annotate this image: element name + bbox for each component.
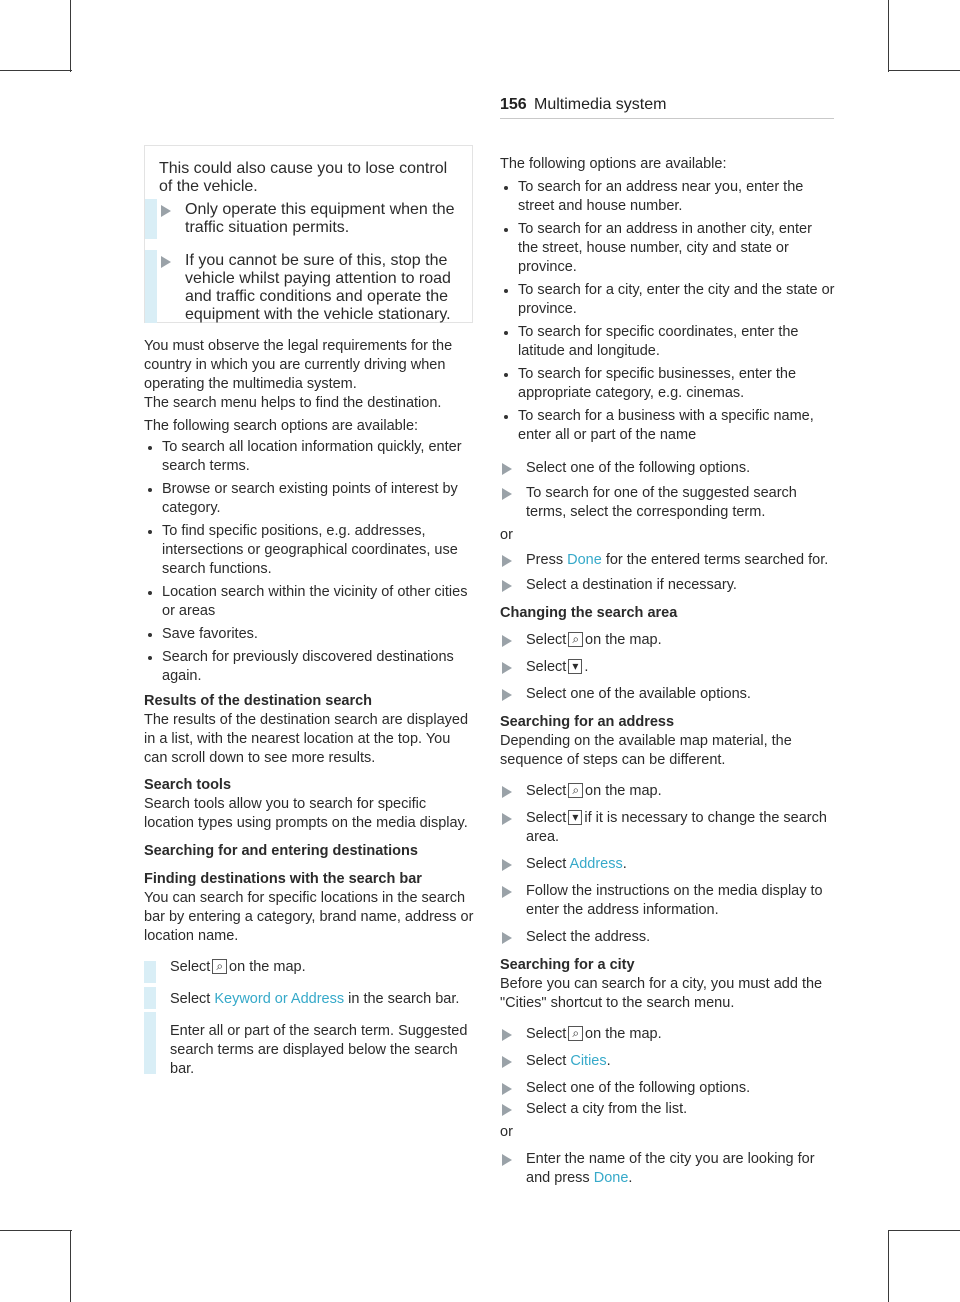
- list-item: To search for an address near you, enter the street and house number.: [500, 178, 836, 216]
- heading: Search tools: [144, 777, 232, 793]
- arrow-icon: [502, 886, 512, 898]
- arrow-icon: [502, 813, 512, 825]
- list-item: Save favorites.: [144, 625, 474, 644]
- crop-mark: [0, 70, 72, 71]
- heading: Results of the destination search: [144, 693, 373, 709]
- bullet: [504, 228, 508, 232]
- or-text: or: [500, 1124, 513, 1140]
- crop-mark: [888, 1230, 889, 1302]
- paragraph: The results of the destination search are displayed in a list, with the nearest location at the top. You can scroll down to see more results.: [144, 712, 469, 766]
- heading: Searching for a city: [500, 957, 635, 973]
- list-item: To search for specific coordinates, enter the latitude and longitude.: [500, 323, 836, 361]
- bullet: [148, 488, 152, 492]
- step-marker: [144, 1012, 156, 1074]
- bullet: [148, 656, 152, 660]
- left-column: [144, 337, 474, 1079]
- list-item: To search for a city, enter the city and the state or province.: [500, 281, 836, 319]
- instruction-step: Select one of the following options.: [500, 1079, 836, 1098]
- arrow-icon: [502, 555, 512, 567]
- crop-mark: [70, 1230, 71, 1302]
- bullet: [148, 591, 152, 595]
- instruction-step: Select ⌕ on the map.: [500, 782, 836, 801]
- heading: Searching for and entering destinations: [144, 843, 418, 859]
- or-text: or: [500, 527, 513, 543]
- list-item: To search for specific businesses, enter the appropriate category, e.g. cinemas.: [500, 365, 836, 403]
- list-item: Browse or search existing points of interest by category.: [144, 480, 474, 518]
- arrow-icon: [502, 1029, 512, 1041]
- arrow-icon: [502, 580, 512, 592]
- instruction-step: Select Address.: [500, 855, 836, 874]
- instruction-step: Select ⌕ on the map.: [500, 1025, 836, 1044]
- instruction-step: Select Cities.: [500, 1052, 836, 1071]
- instruction-step: Follow the instructions on the media display to enter the address information.: [500, 882, 836, 920]
- search-icon: ⌕: [568, 1026, 583, 1041]
- crop-mark: [888, 70, 960, 71]
- search-icon: ⌕: [568, 632, 583, 647]
- arrow-icon: [502, 662, 512, 674]
- bullet: [504, 373, 508, 377]
- instruction-step: To search for one of the suggested search terms, select the corresponding term.: [500, 484, 836, 522]
- right-column: [500, 155, 836, 1188]
- keyword-or-address-link[interactable]: Keyword or Address: [214, 991, 345, 1007]
- warning-intro: This could also cause you to lose control of the vehicle.: [159, 160, 448, 195]
- bullet: [504, 289, 508, 293]
- heading: Finding destinations with the search bar: [144, 871, 422, 887]
- bullet: [504, 331, 508, 335]
- list-item: Location search within the vicinity of other cities or areas: [144, 583, 474, 621]
- crop-mark: [70, 0, 71, 72]
- arrow-icon: [161, 256, 171, 268]
- page-title: Multimedia system: [534, 96, 667, 113]
- page-header: [500, 92, 834, 119]
- step-marker: [145, 250, 157, 323]
- instruction-step: Press Done for the entered terms searched for.: [500, 551, 836, 570]
- warning-box: [144, 145, 473, 323]
- arrow-icon: [502, 689, 512, 701]
- bullet: [148, 446, 152, 450]
- list-item: Search for previously discovered destinations again.: [144, 648, 474, 686]
- step-marker: [144, 961, 156, 983]
- step-marker: [144, 987, 156, 1009]
- page-number: 156: [500, 96, 527, 113]
- warning-step: If you cannot be sure of this, stop the vehicle whilst paying attention to road and traffic conditions and operate the equipment with the vehicle stationary.: [159, 252, 475, 324]
- arrow-icon: [161, 205, 171, 217]
- instruction-step: Select ▾ .: [500, 658, 836, 677]
- instruction-step: Select ⌕ on the map.: [144, 958, 474, 977]
- arrow-icon: [502, 488, 512, 500]
- address-link[interactable]: Address: [569, 856, 623, 872]
- paragraph: Search tools allow you to search for specific location types using prompts on the media display.: [144, 796, 468, 831]
- arrow-icon: [502, 1056, 512, 1068]
- instruction-step: Select a destination if necessary.: [500, 576, 836, 595]
- heading: Changing the search area: [500, 605, 678, 621]
- location-pin-icon: ▾: [568, 659, 582, 674]
- arrow-icon: [502, 1083, 512, 1095]
- bullet: [504, 186, 508, 190]
- list-item: To find specific positions, e.g. addresses, intersections or geographical coordinates, use search functions.: [144, 522, 474, 579]
- instruction-step: Select Keyword or Address in the search bar.: [144, 990, 474, 1009]
- instruction-step: Select ⌕ on the map.: [500, 631, 836, 650]
- instruction-step: Select one of the following options.: [500, 459, 836, 478]
- instruction-step: Select a city from the list.: [500, 1100, 836, 1119]
- list-item: To search all location information quickly, enter search terms.: [144, 438, 474, 476]
- done-link[interactable]: Done: [567, 552, 602, 568]
- location-pin-icon: ▾: [568, 810, 582, 825]
- paragraph: The following search options are available:: [144, 418, 419, 434]
- arrow-icon: [502, 786, 512, 798]
- bullet: [148, 633, 152, 637]
- done-link[interactable]: Done: [593, 1170, 629, 1186]
- paragraph: The search menu helps to find the destination.: [144, 395, 442, 411]
- paragraph: Before you can search for a city, you must add the "Cities" shortcut to the search menu.: [500, 976, 823, 1011]
- crop-mark: [888, 0, 889, 72]
- paragraph: Depending on the available map material, the sequence of steps can be different.: [500, 733, 792, 768]
- arrow-icon: [502, 1154, 512, 1166]
- list-item: To search for an address in another city, enter the street, house number, city and state or province.: [500, 220, 836, 277]
- arrow-icon: [502, 859, 512, 871]
- instruction-step: Select one of the available options.: [500, 685, 836, 704]
- heading: Searching for an address: [500, 714, 675, 730]
- step-marker: [145, 199, 157, 239]
- paragraph: You must observe the legal requirements for the country in which you are currently driving when operating the multimedia system.: [144, 338, 453, 392]
- search-icon: ⌕: [568, 783, 583, 798]
- arrow-icon: [502, 1104, 512, 1116]
- paragraph: The following options are available:: [500, 156, 727, 172]
- instruction-step: Enter the name of the city you are looking for and press Done.: [500, 1150, 836, 1188]
- crop-mark: [0, 1230, 72, 1231]
- instruction-step: Select ▾ if it is necessary to change the search area.: [500, 809, 836, 847]
- crop-mark: [888, 1230, 960, 1231]
- search-icon: ⌕: [212, 959, 227, 974]
- arrow-icon: [502, 932, 512, 944]
- list-item: To search for a business with a specific name, enter all or part of the name: [500, 407, 836, 445]
- bullet: [148, 530, 152, 534]
- paragraph: You can search for specific locations in the search bar by entering a category, brand name, address or location name.: [144, 890, 474, 944]
- bullet: [504, 415, 508, 419]
- cities-link[interactable]: Cities: [570, 1053, 607, 1069]
- warning-step: Only operate this equipment when the traffic situation permits.: [159, 201, 475, 237]
- arrow-icon: [502, 463, 512, 475]
- instruction-step: Enter all or part of the search term. Suggested search terms are displayed below the search bar.: [144, 1022, 474, 1079]
- arrow-icon: [502, 635, 512, 647]
- instruction-step: Select the address.: [500, 928, 836, 947]
